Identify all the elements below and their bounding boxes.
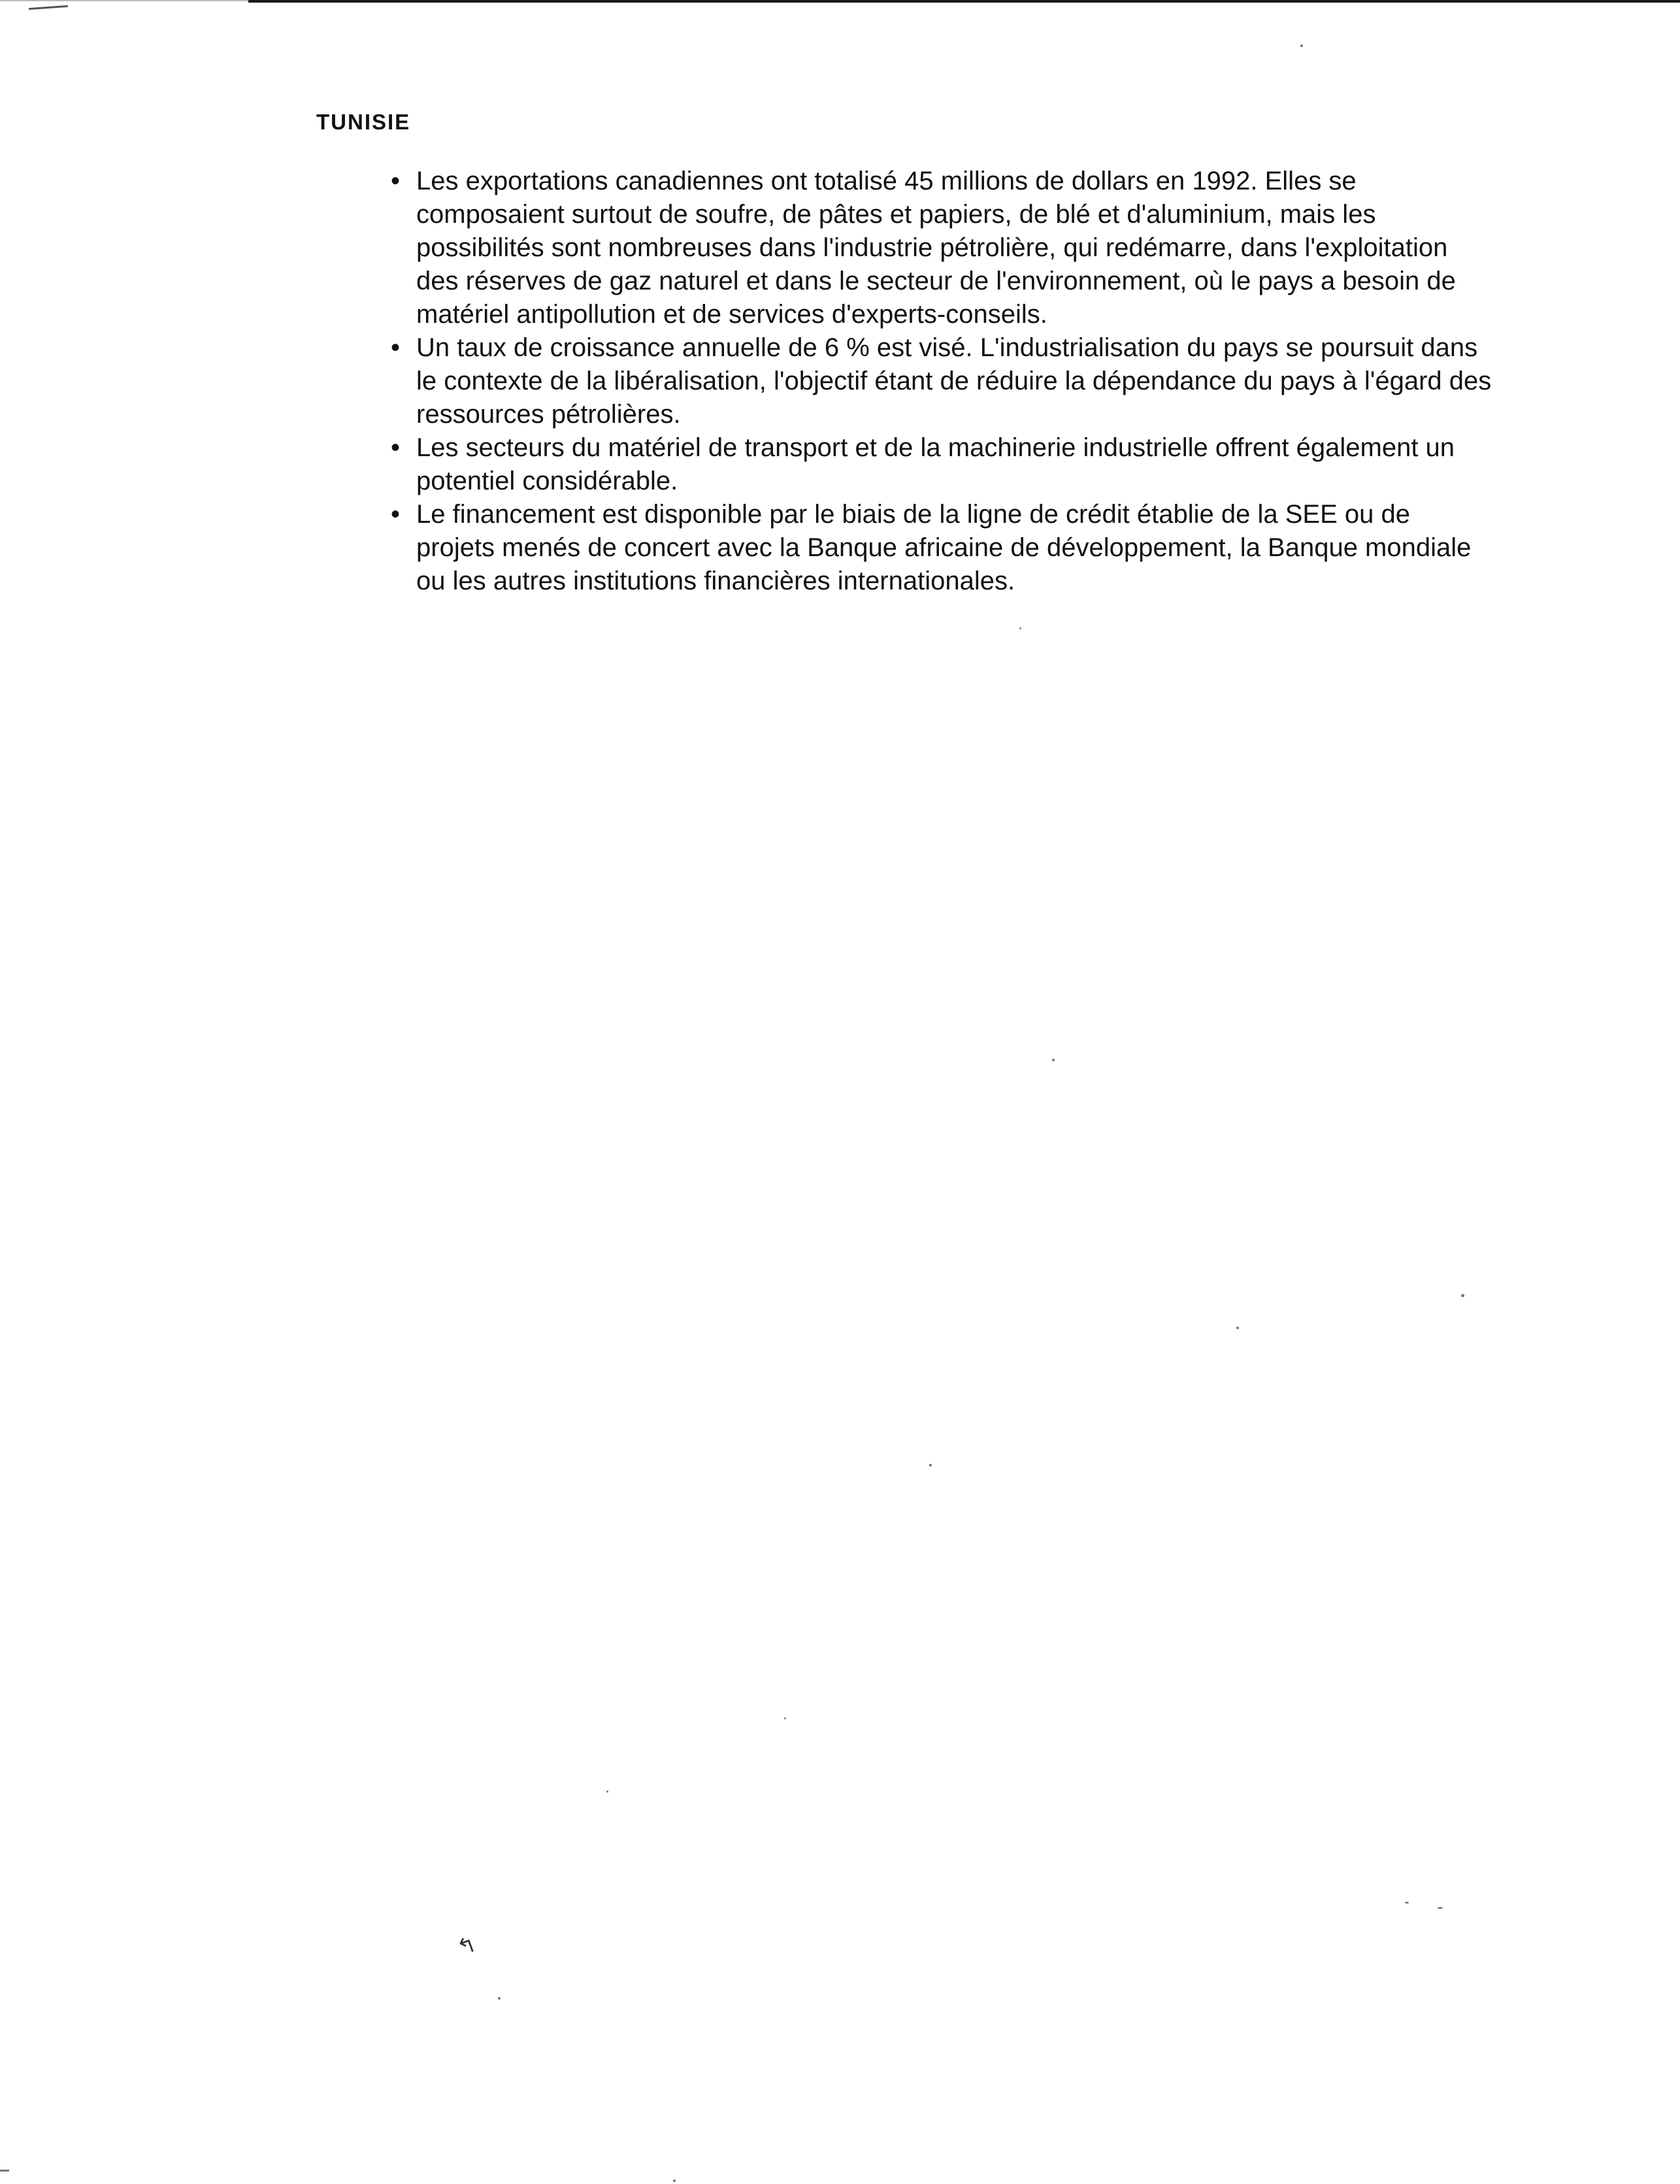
bullet-item — [382, 165, 1493, 331]
scan-speck — [1300, 44, 1303, 47]
bullet-text: Le financement est disponible par le biais de la ligne de crédit établie de la SEE ou de projets menés de concert avec la Banque africaine de développement, la Banque mondiale ou les autres institutions financières internationales. — [416, 500, 1472, 595]
bullet-text: Les secteurs du matériel de transport et de la machinerie industrielle offrent également un potentiel considérable. — [416, 433, 1455, 495]
scan-speck — [673, 2179, 676, 2182]
scan-edge-faint — [0, 0, 248, 1]
bullet-dot-icon: • — [390, 167, 400, 195]
scan-speck — [606, 1791, 608, 1793]
section-heading: TUNISIE — [316, 110, 411, 134]
bullet-item — [382, 331, 1493, 431]
scan-speck — [929, 1464, 932, 1466]
scan-speck — [0, 2170, 9, 2172]
handwritten-mark: ↰ — [453, 1931, 480, 1961]
scan-speck — [1236, 1327, 1239, 1329]
scan-speck — [1019, 627, 1021, 629]
scan-speck — [1438, 1907, 1443, 1909]
bullet-text: Les exportations canadiennes ont totalisé 45 millions de dollars en 1992. Elles se composaient surtout de soufre, de pâtes et papiers, de blé et d'aluminium, mais les possibilités sont nombreuses dans l'industrie pétrolière, qui redémarre, dans l'exploitation des réserves de gaz naturel et dans le secteur de l'environnement, où le pays a besoin de matériel antipollution et de services d'experts-conseils. — [416, 167, 1456, 329]
scan-speck — [1461, 1294, 1464, 1297]
bullet-text: Un taux de croissance annuelle de 6 % est visé. L'industrialisation du pays se poursuit dans le contexte de la libéralisation, l'objectif étant de réduire la dépendance du pays à l'égard des ressources pétrolières. — [416, 333, 1492, 429]
scan-speck — [1405, 1902, 1409, 1904]
bullet-item — [382, 431, 1493, 498]
bullet-dot-icon: • — [390, 500, 400, 529]
scan-edge-line — [248, 0, 1680, 3]
scan-artifact-mark — [29, 5, 68, 10]
scan-speck — [1052, 1059, 1055, 1061]
scan-speck — [784, 1717, 786, 1719]
bullet-list — [382, 165, 1493, 598]
bullet-dot-icon: • — [390, 333, 400, 362]
bullet-item — [382, 498, 1493, 598]
bullet-dot-icon: • — [390, 433, 400, 462]
scan-speck — [498, 1997, 501, 2000]
